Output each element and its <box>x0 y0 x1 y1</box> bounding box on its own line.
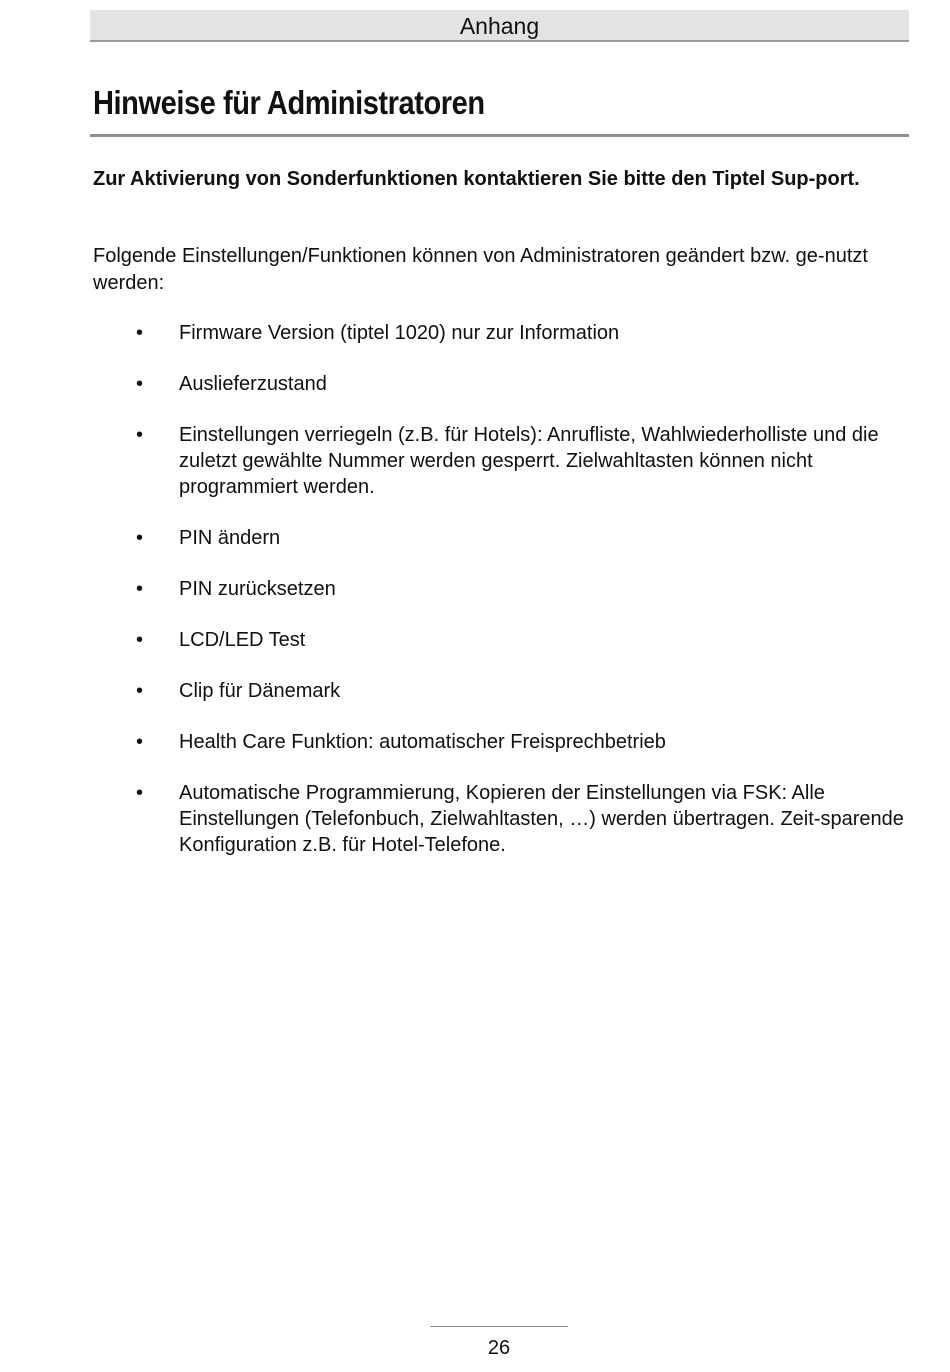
list-item-text: Auslieferzustand <box>179 373 327 395</box>
list-item-text: Clip für Dänemark <box>179 680 341 702</box>
page-number: 26 <box>487 1337 511 1359</box>
bullet-icon: • <box>136 424 144 446</box>
list-item-text: Health Care Funktion: automatischer Freisprechbetrieb <box>179 731 666 753</box>
title-divider <box>90 134 909 137</box>
intro-bold-paragraph: Zur Aktivierung von Sonderfunktionen kontaktieren Sie bitte den Tiptel Sup-port. <box>93 168 860 190</box>
bullet-icon: • <box>136 629 144 651</box>
running-header <box>90 10 909 42</box>
bullet-icon: • <box>136 373 144 395</box>
bullet-icon: • <box>136 578 144 600</box>
list-item-text: PIN zurücksetzen <box>179 578 336 600</box>
running-header-section: Anhang <box>459 13 540 39</box>
intro-paragraph: Folgende Einstellungen/Funktionen können von Administratoren geändert bzw. ge-nutzt werden: <box>93 245 868 294</box>
footer-divider <box>430 1326 568 1327</box>
bullet-icon: • <box>136 527 144 549</box>
list-item-text: Einstellungen verriegeln (z.B. für Hotels): Anrufliste, Wahlwiederholliste und die zuletzt gewählte Nummer werden gesperrt. Zielwahltasten können nicht programmiert werden. <box>179 424 879 498</box>
page-title: Hinweise für Administratoren <box>93 84 485 121</box>
list-item-text: Automatische Programmierung, Kopieren der Einstellungen via FSK: Alle Einstellungen (Telefonbuch, Zielwahltasten, …) werden übertragen. Zeit-sparende Konfiguration z.B. für Hotel-Telefone. <box>179 782 904 856</box>
bullet-icon: • <box>136 322 144 344</box>
bullet-icon: • <box>136 782 144 804</box>
bullet-icon: • <box>136 680 144 702</box>
bullet-icon: • <box>136 731 144 753</box>
list-item-text: Firmware Version (tiptel 1020) nur zur Information <box>179 322 620 344</box>
list-item-text: LCD/LED Test <box>179 629 306 651</box>
list-item-text: PIN ändern <box>179 527 281 549</box>
